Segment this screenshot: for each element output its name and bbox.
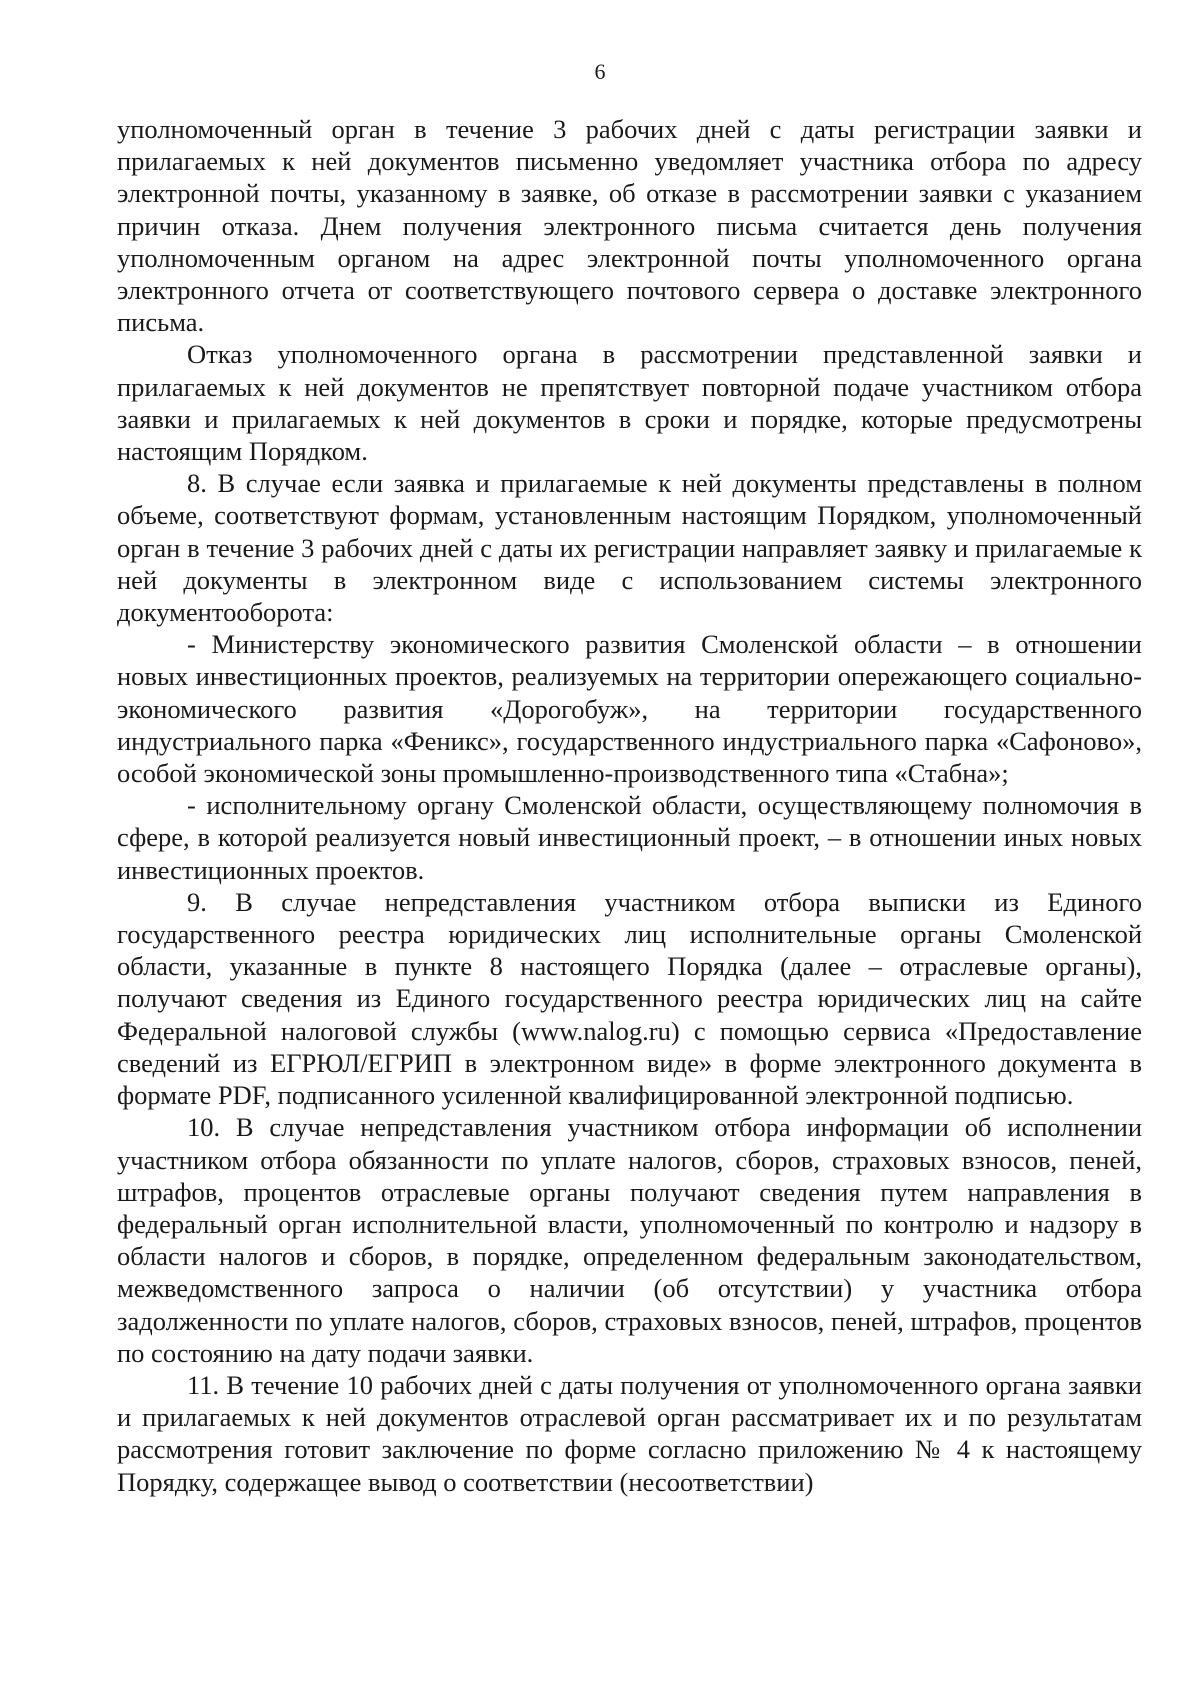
document-body	[117, 113, 1142, 1498]
paragraph-continuation: уполномоченный орган в течение 3 рабочих дней с даты регистрации заявки и прилагаемых к ней документов письменно уведомляет участника отбора по адресу электронной почты, указанному в заявке, об отказе в рассмотрении заявки с указанием причин отказа. Днем получения электронного письма считается день получения уполномоченным органом на адрес электронной почты уполномоченного органа электронного отчета от соответствующего почтового сервера о доставке электронного письма.	[117, 114, 1142, 338]
paragraph-clause-9: 9. В случае непредставления участником отбора выписки из Единого государственного реестра юридических лиц исполнительные органы Смоленской области, указанные в пункте 8 настоящего Порядка (далее – отраслевые органы), получают сведения из Единого государственного реестра юридических лиц на сайте Федеральной налоговой службы (www.nalog.ru) с помощью сервиса «Предоставление сведений из ЕГРЮЛ/ЕГРИП в электронном виде» в форме электронного документа в формате PDF, подписанного усиленной квалифицированной электронной подписью.	[117, 886, 1142, 1111]
list-item-ministry: - Министерству экономического развития Смоленской области – в отношении новых инвестиционных проектов, реализуемых на территории опережающего социально-экономического развития «Дорогобуж», на территории государственного индустриального парка «Феникс», государственного индустриального парка «Сафоново», особой экономической зоны промышленно-производственного типа «Стабна»;	[117, 629, 1142, 789]
paragraph-clause-8: 8. В случае если заявка и прилагаемые к ней документы представлены в полном объеме, соответствуют формам, установленным настоящим Порядком, уполномоченный орган в течение 3 рабочих дней с даты их регистрации направляет заявку и прилагаемые к ней документы в электронном виде с использованием системы электронного документооборота:	[117, 468, 1142, 628]
paragraph-clause-10: 10. В случае непредставления участником отбора информации об исполнении участником отбора обязанности по уплате налогов, сборов, страховых взносов, пеней, штрафов, процентов отраслевые органы получают сведения путем направления в федеральный орган исполнительной власти, уполномоченный по контролю и надзору в области налогов и сборов, в порядке, определенном федеральным законодательством, межведомственного запроса о наличии (об отсутствии) у участника отбора задолженности по уплате налогов, сборов, страховых взносов, пеней, штрафов, процентов по состоянию на дату подачи заявки.	[117, 1112, 1142, 1368]
list-item-executive-body: - исполнительному органу Смоленской области, осуществляющему полномочия в сфере, в которой реализуется новый инвестиционный проект, – в отношении иных новых инвестиционных проектов.	[117, 790, 1142, 885]
page-number: 6	[594, 59, 606, 84]
paragraph-clause-11: 11. В течение 10 рабочих дней с даты получения от уполномоченного органа заявки и прилагаемых к ней документов отраслевой орган рассматривает их и по результатам рассмотрения готовит заключение по форме согласно приложению № 4 к настоящему Порядку, содержащее вывод о соответствии (несоответствии)	[117, 1369, 1142, 1497]
paragraph-refusal: Отказ уполномоченного органа в рассмотрении представленной заявки и прилагаемых к ней документов не препятствует повторной подаче участником отбора заявки и прилагаемых к ней документов в сроки и порядке, которые предусмотрены настоящим Порядком.	[117, 339, 1142, 467]
